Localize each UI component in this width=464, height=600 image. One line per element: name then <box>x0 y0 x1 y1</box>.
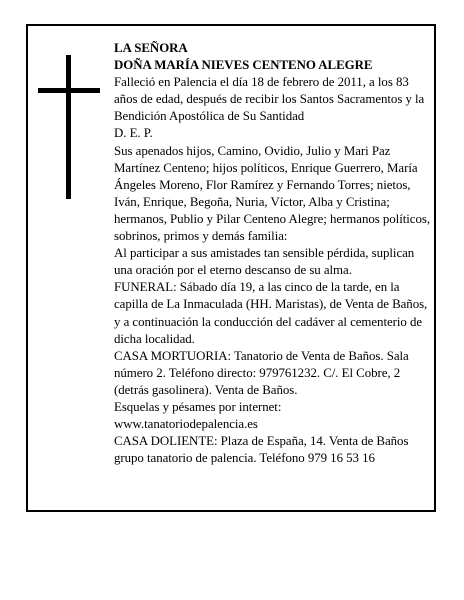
family-list: Sus apenados hijos, Camino, Ovidio, Julio y Mari Paz Martínez Centeno; hijos políticos, Enrique Guerrero, María Ángeles Moreno, Flor Ramírez y Fernando Torres; nietos, Iván, Enrique, Begoña, Nuria, Víctor, Alba y Cristina; hermanos, Publio y Pilar Centeno Alegre; hermanos políticos, sobrinos, primos y demás familia: <box>114 143 430 244</box>
deceased-name: DOÑA MARÍA NIEVES CENTENO ALEGRE <box>114 58 373 73</box>
funeral-home-contact: grupo tanatorio de palencia. Teléfono 979 16 53 16 <box>114 451 375 466</box>
prayer-request: Al participar a sus amistades tan sensible pérdida, suplican una oración por el eterno descanso de su alma. <box>114 246 415 278</box>
funeral-details: FUNERAL: Sábado día 19, a las cinco de la tarde, en la capilla de La Inmaculada (HH. Maristas), de Venta de Baños, y a continuación la conducción del cadáver al cementerio de dicha localidad. <box>114 280 428 346</box>
mortuary-details: CASA MORTUORIA: Tanatorio de Venta de Baños. Sala número 2. Teléfono directo: 979761232. C/. El Cobre, 2 (detrás gasolinera). Venta de Baños. <box>114 348 409 397</box>
notice-body <box>114 40 432 467</box>
notice-heading: LA SEÑORA <box>114 41 188 55</box>
internet-condolences-label: Esquelas y pésames por internet: <box>114 399 282 414</box>
family-home-address: CASA DOLIENTE: Plaza de España, 14. Venta de Baños <box>114 434 409 449</box>
rip-line: D. E. P. <box>114 126 153 141</box>
cross-horizontal-bar <box>38 88 100 93</box>
obituary-notice <box>26 24 436 512</box>
death-announcement: Falleció en Palencia el día 18 de febrero de 2011, a los 83 años de edad, después de recibir los Santos Sacramentos y la Bendición Apostólica de Su Santidad <box>114 75 425 124</box>
cross-vertical-bar <box>66 55 71 199</box>
website-link: www.tanatoriodepalencia.es <box>114 417 258 432</box>
